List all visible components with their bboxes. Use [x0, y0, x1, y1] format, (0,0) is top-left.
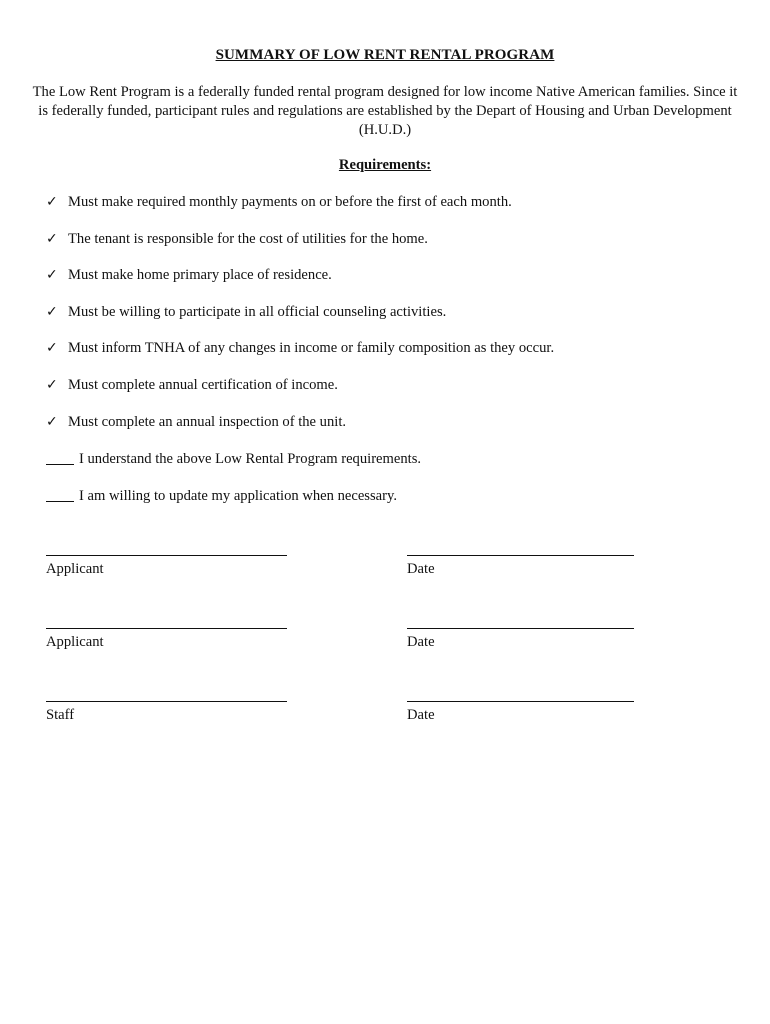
staff-signature-line[interactable] [46, 701, 287, 702]
requirement-item [46, 413, 746, 450]
requirement-item [46, 303, 746, 340]
intro-paragraph: The Low Rent Program is a federally funded rental program designed for low income Native American families. Since it is federally funded, participant rules and regulations are established by the Depart of Housing and Urban Development (H.U.D.) [32, 84, 738, 138]
acknowledgement-text: I understand the above Low Rental Program requirements. [79, 451, 422, 467]
requirement-item [46, 339, 746, 376]
applicant-label: Applicant [46, 634, 104, 650]
acknowledgement-list [46, 450, 746, 523]
check-icon: ✓ [46, 194, 58, 210]
check-icon: ✓ [46, 303, 58, 320]
requirement-item [46, 230, 746, 267]
check-icon: ✓ [46, 376, 58, 393]
requirements-heading: Requirements: [338, 157, 432, 173]
requirement-item [46, 193, 746, 230]
requirement-text: Must inform TNHA of any changes in income or family composition as they occur. [68, 340, 555, 357]
requirement-item [46, 376, 746, 413]
applicant-signature-line[interactable] [46, 555, 287, 556]
check-icon: ✓ [46, 340, 58, 357]
initials-blank[interactable] [46, 450, 74, 465]
staff-label: Staff [46, 707, 75, 723]
requirements-list [46, 193, 746, 449]
applicant-signature-line[interactable] [46, 628, 287, 629]
requirement-text: Must be willing to participate in all official counseling activities. [68, 303, 447, 320]
requirement-text: The tenant is responsible for the cost of utilities for the home. [68, 230, 428, 247]
check-icon: ✓ [46, 267, 58, 284]
date-signature-line[interactable] [407, 701, 634, 702]
check-icon: ✓ [46, 413, 58, 430]
document-title: SUMMARY OF LOW RENT RENTAL PROGRAM [215, 47, 555, 63]
acknowledgement-item [46, 450, 746, 487]
initials-blank[interactable] [46, 487, 74, 502]
check-icon: ✓ [46, 230, 58, 247]
requirement-text: Must complete annual certification of income. [68, 376, 338, 393]
date-label: Date [407, 634, 435, 650]
requirement-text: Must make required monthly payments on or before the first of each month. [68, 194, 512, 210]
requirement-item [46, 266, 746, 303]
requirement-text: Must make home primary place of residence. [68, 267, 332, 284]
acknowledgement-item [46, 487, 746, 524]
date-signature-line[interactable] [407, 555, 634, 556]
acknowledgement-text: I am willing to update my application when necessary. [79, 487, 397, 504]
date-label: Date [407, 561, 435, 577]
requirement-text: Must complete an annual inspection of the unit. [68, 413, 347, 430]
date-label: Date [407, 707, 435, 723]
date-signature-line[interactable] [407, 628, 634, 629]
applicant-label: Applicant [46, 561, 104, 577]
